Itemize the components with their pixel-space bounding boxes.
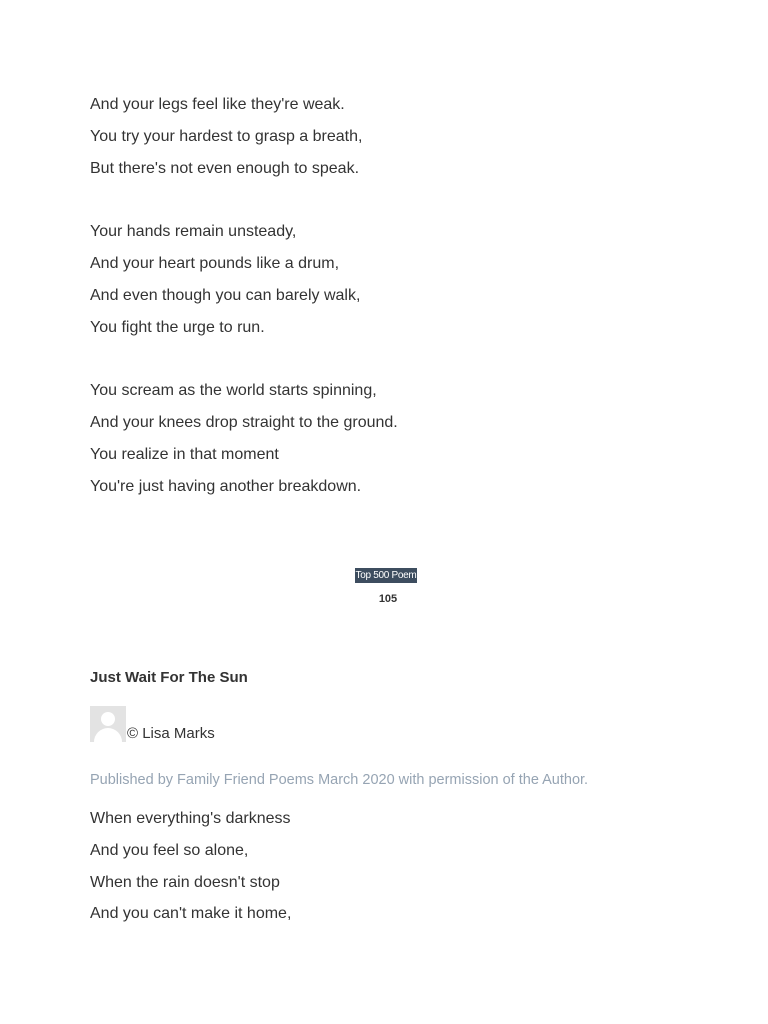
stanza [90,375,398,502]
top-500-poem-badge[interactable]: Top 500 Poem [355,570,417,581]
poem-line: You scream as the world starts spinning, [90,382,377,400]
poem-line: But there's not even enough to speak. [90,159,360,177]
author-name: © Lisa Marks [127,725,215,742]
publication-note: Published by Family Friend Poems March 2020 with permission of the Author. [90,772,589,788]
user-silhouette-icon [90,706,126,742]
author-byline [90,706,215,742]
poem-line: And your heart pounds like a drum, [90,254,340,272]
vote-count: 105 [378,593,398,605]
poem-body [90,89,398,502]
poem-line: And your legs feel like they're weak. [90,96,345,113]
stanza [90,216,398,343]
poem-line: You fight the urge to run. [90,318,265,336]
poem-line: When the rain doesn't stop [90,873,280,891]
poem-line: And your knees drop straight to the ground. [90,413,398,431]
top-poem-badge-container [90,565,682,583]
poem-body [90,803,291,930]
poem-line: When everything's darkness [90,810,291,827]
poem-line: Your hands remain unsteady, [90,223,297,241]
poem-line: You realize in that moment [90,445,279,463]
poem-line: You try your hardest to grasp a breath, [90,127,363,145]
poem-line: And even though you can barely walk, [90,286,361,304]
poem-line: You're just having another breakdown. [90,477,362,495]
stanza [90,89,398,184]
poem-line: And you can't make it home, [90,905,292,923]
poem-title-link[interactable]: Just Wait For The Sun [90,669,248,686]
poem-line: And you feel so alone, [90,841,249,859]
